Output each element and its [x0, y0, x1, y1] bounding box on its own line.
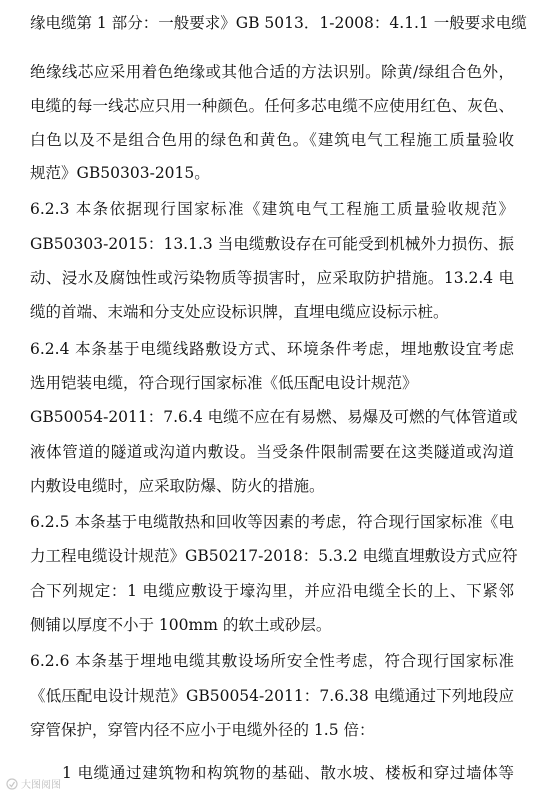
text-line: GB50054-2011：7.6.4 电缆不应在有易燃、易爆及可燃的气体管道或 — [30, 408, 518, 426]
text-line: 合下列规定：1 电缆应敷设于壕沟里，并应沿电缆全长的上、下紧邻 — [30, 582, 514, 600]
text-line: 液体管道的隧道或沟道内敷设。当受条件限制需要在这类隧道或沟道 — [30, 443, 514, 461]
section-heading-6-2-5: 6.2.5 本条基于电缆散热和回收等因素的考虑，符合现行国家标准《电 — [30, 513, 514, 531]
text-line: 穿管保护，穿管内径不应小于电缆外径的 1.5 倍： — [30, 721, 375, 739]
list-item: 1 电缆通过建筑物和构筑物的基础、散水坡、楼板和穿过墙体等 — [62, 764, 514, 782]
text-line: 内敷设电缆时，应采取防爆、防火的措施。 — [30, 477, 325, 495]
text-line: 规范》GB50303-2015。 — [30, 164, 210, 182]
text-line: 缘电缆第 1 部分：一般要求》GB 5013．1-2008：4.1.1 一般要求电缆 — [30, 14, 527, 32]
text-line: GB50303-2015：13.1.3 当电缆敷设存在可能受到机械外力损伤、振 — [30, 235, 514, 253]
text-line: 缆的首端、末端和分支处应设标识牌，直埋电缆应设标示桩。 — [30, 303, 449, 321]
watermark — [6, 776, 61, 791]
watermark-logo-icon — [6, 778, 18, 790]
section-heading-6-2-4: 6.2.4 本条基于电缆线路敷设方式、环境条件考虑，埋地敷设宜考虑 — [30, 340, 514, 358]
text-line: 选用铠装电缆，符合现行国家标准《低压配电设计规范》 — [30, 374, 418, 392]
text-line: 白色以及不是组合色用的绿色和黄色。《建筑电气工程施工质量验收 — [30, 131, 514, 149]
section-heading-6-2-3: 6.2.3 本条依据现行国家标准《建筑电气工程施工质量验收规范》 — [30, 200, 514, 218]
text-line: 侧铺以厚度不小于 100mm 的软土或砂层。 — [30, 616, 332, 634]
text-line: 《低压配电设计规范》GB50054-2011：7.6.38 电缆通过下列地段应 — [30, 687, 514, 705]
section-heading-6-2-6: 6.2.6 本条基于埋地电缆其敷设场所安全性考虑，符合现行国家标准 — [30, 652, 514, 670]
text-line: 力工程电缆设计规范》GB50217-2018：5.3.2 电缆直埋敷设方式应符 — [30, 547, 518, 565]
text-line: 绝缘线芯应采用着色绝缘或其他合适的方法识别。除黄/绿组合色外， — [30, 63, 514, 81]
watermark-text: 大图阅图 — [21, 780, 61, 791]
text-line: 动、浸水及腐蚀性或污染物质等损害时，应采取防护措施。13.2.4 电 — [30, 269, 514, 287]
text-line: 电缆的每一线芯应只用一种颜色。任何多芯电缆不应使用红色、灰色、 — [30, 97, 514, 115]
